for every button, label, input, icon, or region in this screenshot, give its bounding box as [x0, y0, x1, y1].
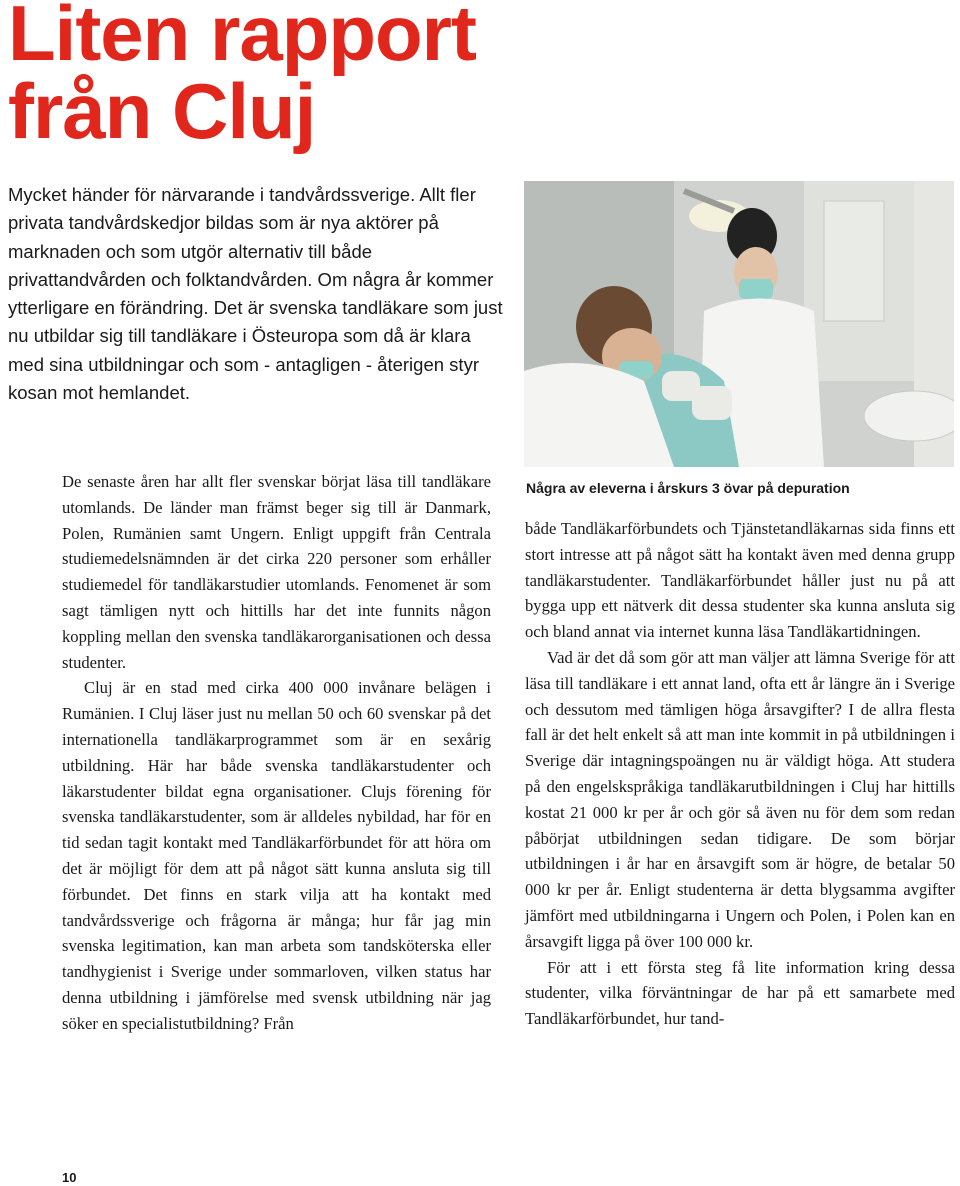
body-paragraph: både Tandläkarförbundets och Tjänstetandläkarnas sida finns ett stort intresse att på något sätt ha kontakt även med denna grupp tandläkarstudenter. Tandläkarförbundet håller just nu på att bygga upp ett nätverk dit dessa studenter ska kunna ansluta sig och bland annat via internet kunna läsa Tandläkartidningen. [525, 519, 955, 642]
photo-caption: Några av eleverna i årskurs 3 övar på depuration [526, 480, 850, 496]
body-paragraph: Cluj är en stad med cirka 400 000 invånare belägen i Rumänien. I Cluj läser just nu mellan 50 och 60 svenskar på det internationella tandläkarprogrammet som är en sexårig utbildning. Här har både svenska tandläkarstudenter och läkarstudenter bildat egna organisationer. Clujs förening för svenska tandläkarstudenter, som är alldeles nybildad, har för en tid sedan tagit kontakt med Tandläkarförbundet för att höra om det är möjligt för dem att på något sätt kunna ansluta sig till förbundet. Det finns en stark vilja att ha kontakt med tandvårdssverige och frågorna är många; hur får jag min svenska legitimation, kan man arbeta som tandsköterska eller tandhygienist i Sverige under sommarloven, vilken status har denna utbildning i jämförelse med svensk utbildning när jag söker en specialistutbildning? Från [62, 678, 491, 1033]
article-title [8, 0, 476, 155]
body-column-left [62, 469, 491, 1037]
body-paragraph: Vad är det då som gör att man väljer att lämna Sverige för att läsa till tandläkare i ett annat land, ofta ett år längre än i Sverige och dessutom med tämligen höga årsavgifter? I de allra flesta fall är det helt enkelt så att man inte kommit in på utbildningen i Sverige där intagningspoängen nu är väldigt höga. Att studera på den engelskspråkiga tandläkarutbildningen i Cluj har hittills kostat 21 000 kr per år och gör så även nu för dem som redan påbörjat utbildningen sedan tidigare. De som börjar utbildningen i år har en årsavgift som är högre, de betalar 50 000 kr per år. Enligt studenterna är detta blygsamma avgifter jämfört med utbildningarna i Ungern och Polen, i Polen kan en årsavgift ligga på över 100 000 kr. [525, 647, 955, 951]
dental-students-photo [524, 181, 954, 467]
ingress-paragraph: Mycket händer för närvarande i tandvårdssverige. Allt fler privata tandvårdskedjor bildas som är nya aktörer på marknaden och som utgör alternativ till både privattandvården och folktandvården. Om några år kommer ytterligare en förändring. Det är svenska tandläkare som just nu utbildar sig till tandläkare i Östeuropa som då är klara med sina utbildningar och som - antagligen - återigen styr kosan mot hemlandet. [8, 184, 503, 404]
body-paragraph: De senaste åren har allt fler svenskar börjat läsa till tandläkare utomlands. De länder man främst beger sig till är Danmark, Polen, Rumänien samt Ungern. Enligt uppgift från Centrala studiemedelsnämnden är det cirka 220 personer som erhåller studiemedel för tandläkarstudier utomlands. Fenomenet är som sagt tämligen nytt och hittills har det inte funnits någon koppling mellan den svenska tandläkarorganisationen och dessa studenter. [62, 472, 491, 672]
page-number: 10 [62, 1170, 77, 1185]
title-line-1: Liten rapport [8, 0, 476, 77]
title-line-2: från Cluj [8, 67, 316, 155]
body-paragraph: För att i ett första steg få lite information kring dessa studenter, vilka förväntningar de har på ett samarbete med Tandläkarförbundet, hur tand- [525, 957, 955, 1029]
body-column-right [525, 516, 955, 1032]
